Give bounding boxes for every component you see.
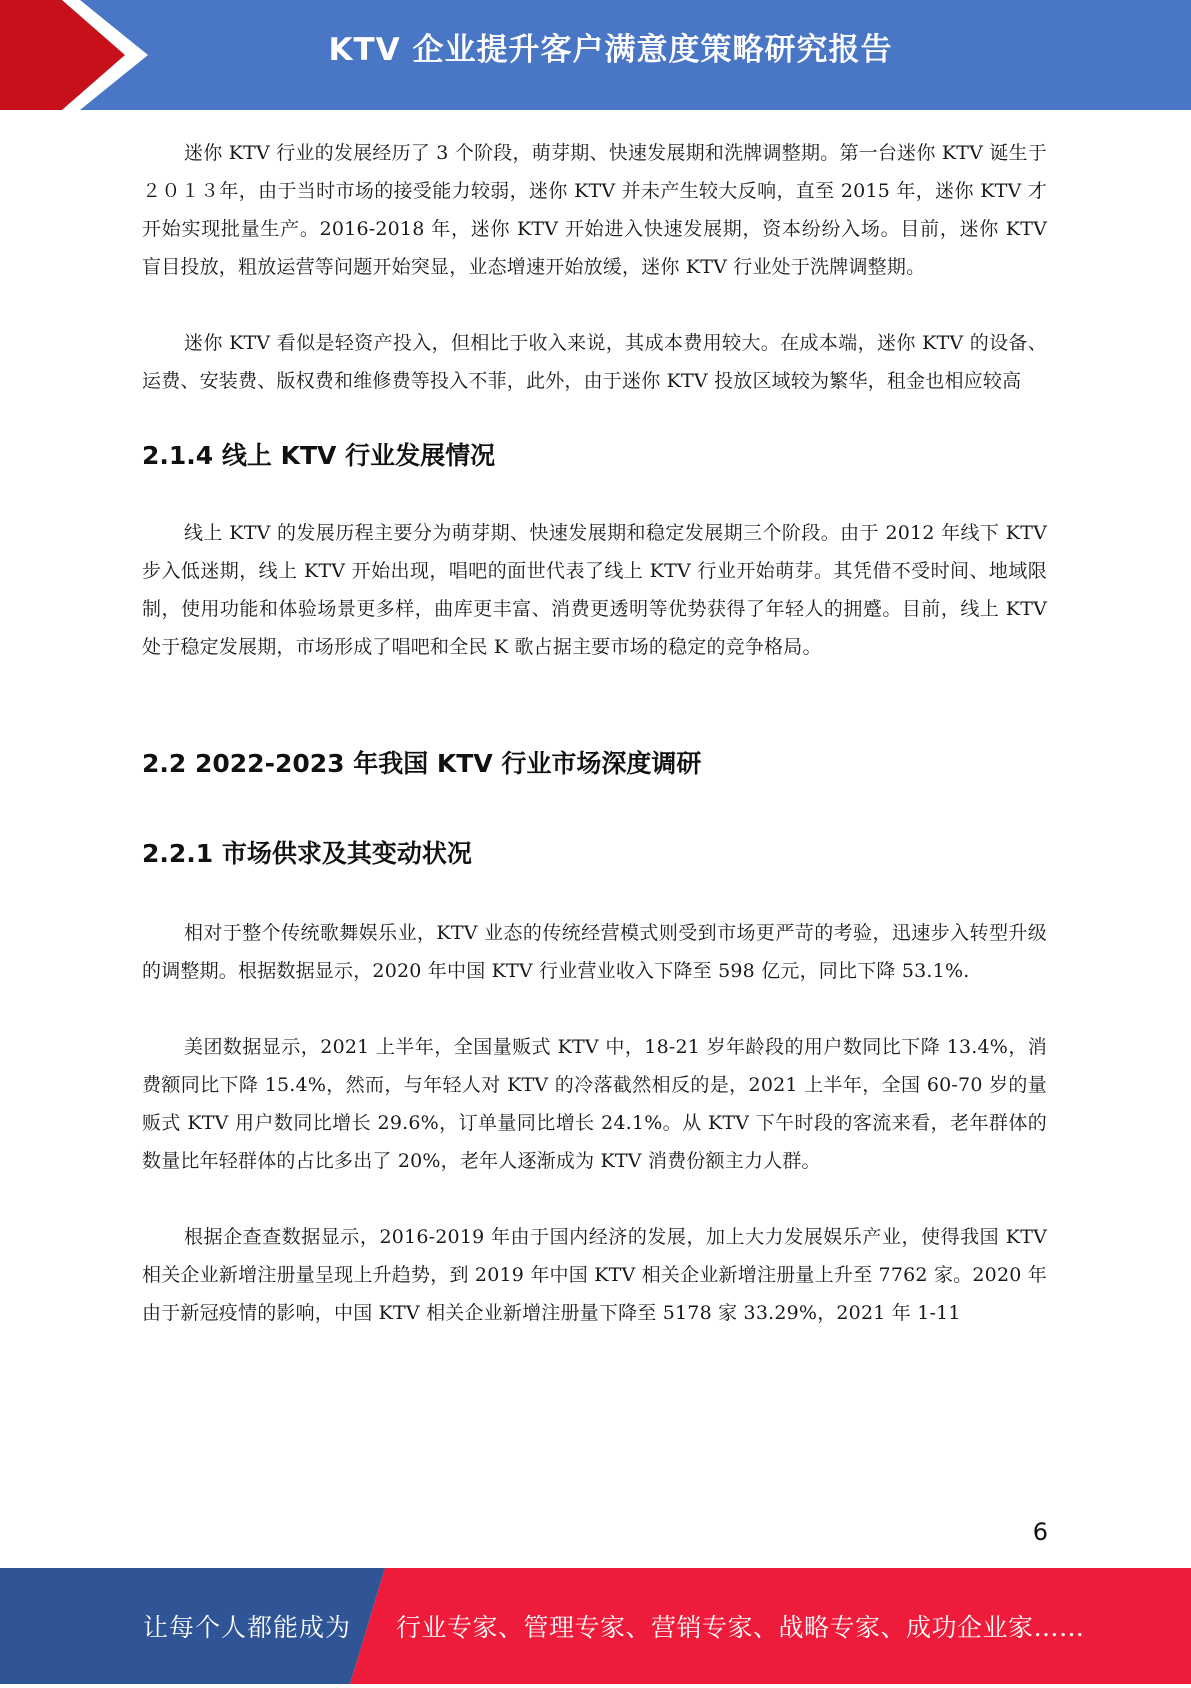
paragraph-online-ktv: 线上 KTV 的发展历程主要分为萌芽期、快速发展期和稳定发展期三个阶段。由于 2012 年线下 KTV 步入低迷期，线上 KTV 开始出现，唱吧的面世代表了线上 KTV 行业开始萌芽。其凭借不受时间、地域限制，使用功能和体验场景更多样，曲库更丰富、消费更透明等优势获得了年轻人的拥蹙。目前，线上 KTV 处于稳定发展期，市场形成了唱吧和全民 K 歌占据主要市场的稳定的竞争格局。 bbox=[142, 522, 1047, 658]
report-title: KTV 企业提升客户满意度策略研究报告 bbox=[328, 32, 893, 68]
paragraph-market-revenue: 相对于整个传统歌舞娱乐业，KTV 业态的传统经营模式则受到市场更严苛的考验，迅速步入转型升级的调整期。根据数据显示，2020 年中国 KTV 行业营业收入下降至 598 亿元，同比下降 53.1%. bbox=[142, 922, 1047, 982]
section-heading-2-1-4: 2.1.4 线上 KTV 行业发展情况 bbox=[142, 441, 496, 470]
paragraph-mini-ktv-costs: 迷你 KTV 看似是轻资产投入，但相比于收入来说，其成本费用较大。在成本端，迷你 KTV 的设备、运费、安装费、版权费和维修费等投入不菲，此外，由于迷你 KTV 投放区域较为繁华，租金也相应较高 bbox=[142, 332, 1047, 392]
section-heading-2-2: 2.2 2022-2023 年我国 KTV 行业市场深度调研 bbox=[142, 749, 702, 778]
page-header bbox=[0, 0, 1191, 110]
section-heading-2-2-1: 2.2.1 市场供求及其变动状况 bbox=[142, 839, 472, 868]
page-body bbox=[142, 134, 1047, 1332]
paragraph-mini-ktv-stages: 迷你 KTV 行业的发展经历了 3 个阶段，萌芽期、快速发展期和洗牌调整期。第一台迷你 KTV 诞生于２０１３年，由于当时市场的接受能力较弱，迷你 KTV 并未产生较大反响，直至 2015 年，迷你 KTV 才开始实现批量生产。2016-2018 年，迷你 KTV 开始进入快速发展期，资本纷纷入场。目前，迷你 KTV 盲目投放，粗放运营等问题开始突显，业态增速开始放缓，迷你 KTV 行业处于洗牌调整期。 bbox=[142, 142, 1047, 278]
footer-slogan-left: 让每个人都能成为 bbox=[143, 1613, 352, 1642]
page-number: 6 bbox=[1032, 1518, 1048, 1546]
page-footer bbox=[0, 1568, 1191, 1684]
paragraph-qichacha-data: 根据企查查数据显示，2016-2019 年由于国内经济的发展，加上大力发展娱乐产业，使得我国 KTV 相关企业新增注册量呈现上升趋势，到 2019 年中国 KTV 相关企业新增注册量上升至 7762 家。2020 年由于新冠疫情的影响，中国 KTV 相关企业新增注册量下降至 5178 家 33.29%，2021 年 1-11 bbox=[142, 1226, 1047, 1324]
paragraph-meituan-data: 美团数据显示，2021 上半年，全国量贩式 KTV 中，18-21 岁年龄段的用户数同比下降 13.4%，消费额同比下降 15.4%，然而，与年轻人对 KTV 的冷落截然相反的是，2021 上半年，全国 60-70 岁的量贩式 KTV 用户数同比增长 29.6%，订单量同比增长 24.1%。从 KTV 下午时段的客流来看，老年群体的数量比年轻群体的占比多出了 20%，老年人逐渐成为 KTV 消费份额主力人群。 bbox=[142, 1036, 1047, 1172]
footer-slogan-right: 行业专家、管理专家、营销专家、战略专家、成功企业家…… bbox=[396, 1613, 1085, 1642]
